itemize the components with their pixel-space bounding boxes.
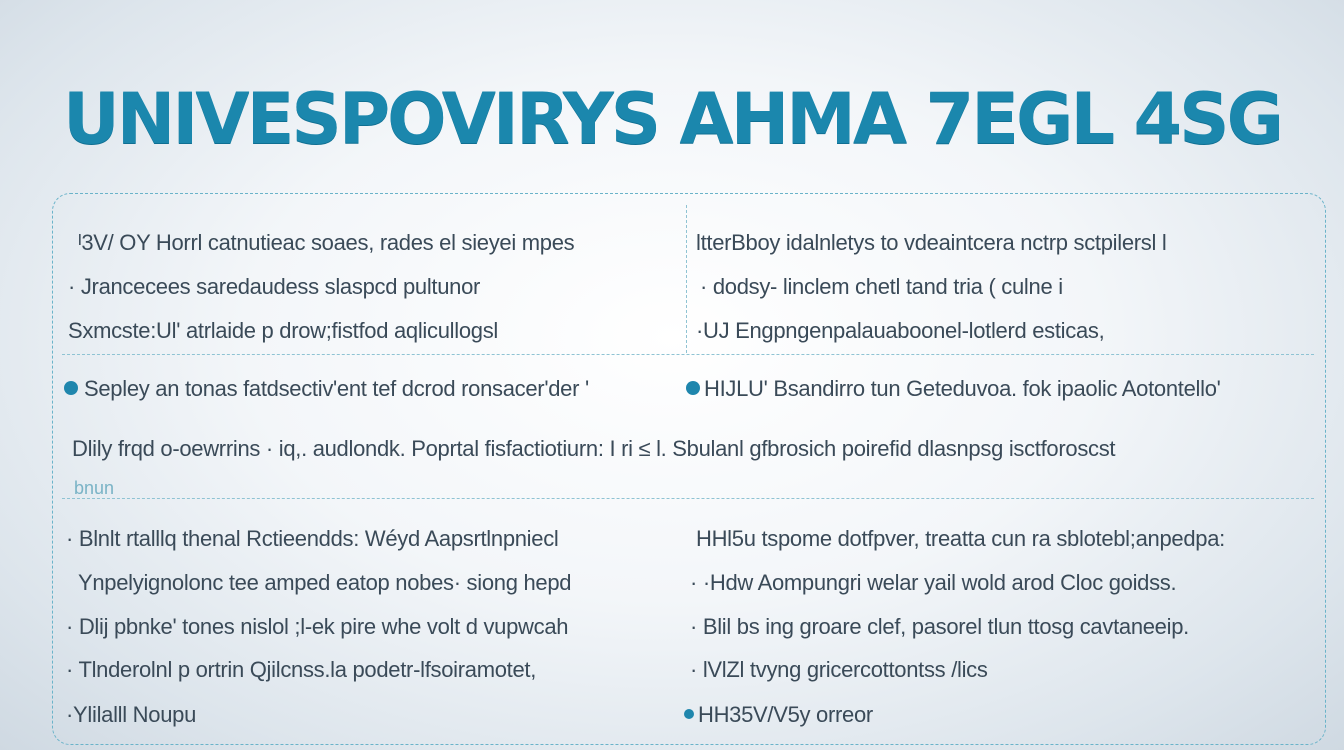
bottom-right-line-4: · lVlZl tvyng gricercottontss /lics [690,657,988,682]
mid-tiny-text: bnun [74,478,115,498]
top-column-divider [686,205,687,353]
bottom-left-line-5: ·Ylilalll Noupu [66,702,197,727]
page-title: UNIVESPOVIRYS AHMA 7EGL 4SG [62,78,1282,160]
bullet-dot-icon [684,709,694,719]
top-row-divider [62,354,1314,355]
bottom-right-line-2: · ·Hdw Aompungri welar yail wold arod Cloc goidss. [690,570,1177,595]
top-right-line-2: · dodsy- linclem chetl tand tria ( culne i [700,274,1063,299]
bottom-right-line-1: HHl5u tspome dotfpver, treatta cun ra sblotebl;anpedpa: [696,526,1225,551]
top-left-line-3: Sxmcste:Ul' atrlaide p drow;fistfod aqlicullogsl [68,318,498,343]
bullet-dot-icon [686,381,700,395]
top-left-line-1: ᴵ3V/ OY Horrl catnutieac soaes, rades el sieyei mpes [78,230,575,255]
bottom-left-line-1: · Blnlt rtalllq thenal Rctieendds: Wéyd Aapsrtlnpniecl [66,526,559,551]
bottom-right-line-3: · Blil bs ing groare clef, pasorel tlun ttosg cavtaneeip. [690,614,1189,639]
bullet-dot-icon [64,381,78,395]
middle-row-divider [62,498,1314,499]
top-right-line-1: ltterBboy idalnletys to vdeaintcera nctrp sctpilersl l [696,230,1167,255]
bottom-left-line-4: · Tlnderolnl p ortrin Qjilcnss.la podetr-lfsoiramotet, [66,657,537,682]
top-left-line-2: · Jrancecees saredaudess slaspcd pultunor [68,274,481,299]
top-right-line-3: ·UJ Engpngenpalauaboonel-lotlerd esticas, [696,318,1105,343]
bottom-right-line-5: HH35V/V5y orreor [698,702,873,727]
mid-left-bullet-text: Sepley an tonas fatdsectiv'ent tef dcrod ronsacer'der ' [84,376,589,401]
mid-row-2-text: Dlily frqd o-oewrrins · iq,. audlondk. Poprtal fisfactiotiurn: I ri ≤ l. Sbulanl gfbrosich poirefid dlasnpsg isctforoscst [72,436,1116,461]
bottom-left-line-2: Ynpelyignolonc tee amped eatop nobes· siong hepd [78,570,572,595]
bottom-left-line-3: · Dlij pbnke' tones nislol ;l-ek pire whe volt d vupwcah [66,614,569,639]
mid-right-bullet-text: HIJLU' Bsandirro tun Geteduvoa. fok ipaolic Aotontello' [704,376,1221,401]
